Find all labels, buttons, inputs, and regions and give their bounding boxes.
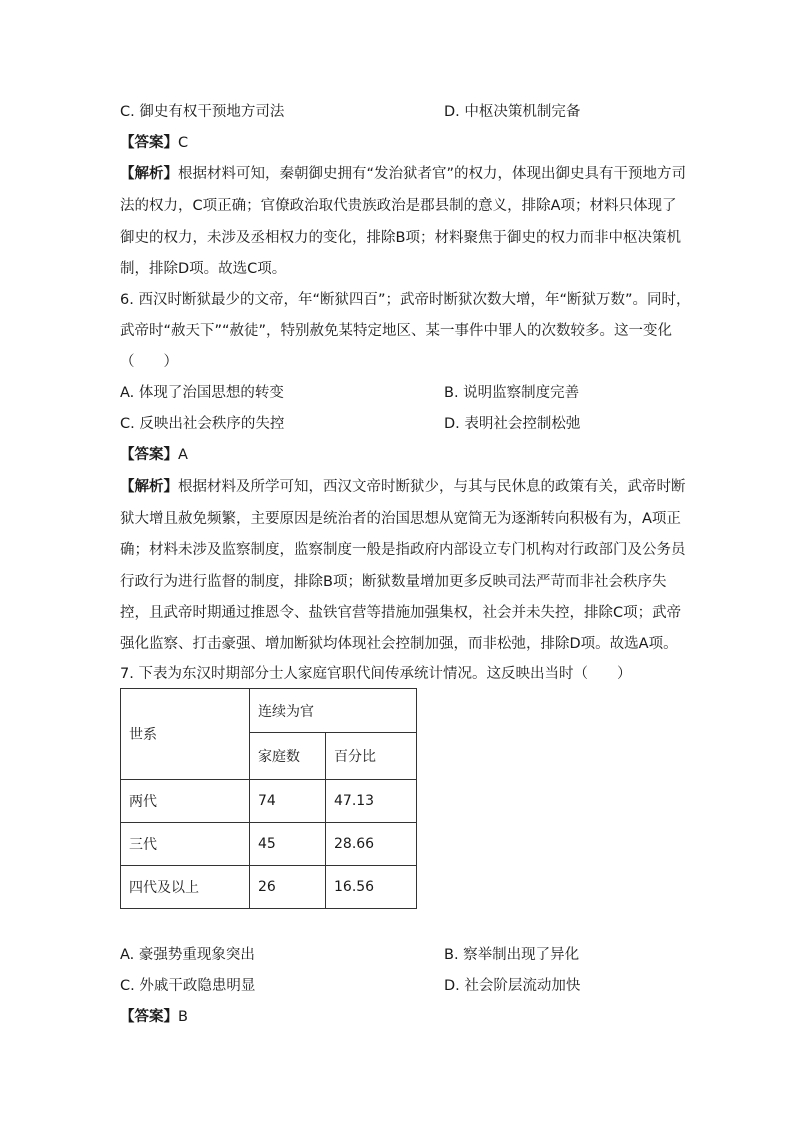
table-row [121, 866, 417, 909]
q6-stem-line: 6. 西汉时断狱最少的文帝，年“断狱四百”；武帝时断狱次数大增，年“断狱万数”。同时， [120, 292, 691, 308]
q5-analysis-line [120, 164, 686, 184]
answer-tag: 【答案】 [120, 135, 178, 151]
q6-stem-line: 武帝时“赦天下”“赦徒”，特别赦免某特定地区、某一事件中罪人的次数较多。这一变化 [120, 323, 673, 339]
q7-stem: 7. 下表为东汉时期部分士人家庭官职代间传承统计情况。这反映出当时（ ） [120, 666, 632, 682]
q6-analysis-line: 行政行为进行监督的制度，排除B项；断狱数量增加更多反映司法严苛而非社会秩序失 [120, 574, 667, 590]
q7-option-a: A. 豪强势重现象突出 [120, 947, 255, 963]
table-row [121, 823, 417, 866]
table-header-group: 连续为官 [250, 689, 417, 733]
q6-analysis-line: 控，且武帝时期通过推恩令、盐铁官营等措施加强集权，社会并未失控，排除C项；武帝 [120, 605, 682, 621]
answer-tag: 【答案】 [120, 1009, 178, 1025]
table-cell-percent: 47.13 [326, 780, 417, 823]
stats-table [120, 688, 417, 909]
q7-option-c: C. 外戚干政隐患明显 [120, 978, 256, 994]
table-cell-count: 26 [250, 866, 326, 909]
table-cell-generation: 四代及以上 [121, 866, 250, 909]
q5-analysis-line: 御史的权力，未涉及丞相权力的变化，排除B项；材料聚焦于御史的权力而非中枢决策机 [120, 230, 681, 246]
q6-analysis-line [120, 477, 686, 497]
q6-option-d: D. 表明社会控制松弛 [444, 416, 581, 432]
q6-analysis-line: 狱大增且赦免频繁，主要原因是统治者的治国思想从宽简无为逐渐转向积极有为，A项正 [120, 511, 681, 527]
table-cell-percent: 28.66 [326, 823, 417, 866]
q5-answer [120, 133, 188, 153]
q6-option-b: B. 说明监察制度完善 [444, 385, 580, 401]
q5-option-c: C. 御史有权干预地方司法 [120, 104, 285, 120]
q6-option-c: C. 反映出社会秩序的失控 [120, 416, 285, 432]
analysis-text: 根据材料可知，秦朝御史拥有“发治狱者官”的权力，体现出御史具有干预地方司 [178, 166, 687, 182]
analysis-tag: 【解析】 [120, 479, 178, 495]
q6-option-a: A. 体现了治国思想的转变 [120, 385, 284, 401]
analysis-tag: 【解析】 [120, 166, 178, 182]
q6-analysis-line: 强化监察、打击豪强、增加断狱均体现社会控制加强，而非松弛，排除D项。故选A项。 [120, 636, 678, 652]
table-header-lineage: 世系 [121, 689, 250, 780]
answer-value: B [178, 1009, 188, 1025]
table-header-count: 家庭数 [250, 733, 326, 780]
q7-option-d: D. 社会阶层流动加快 [444, 978, 581, 994]
table-row [121, 780, 417, 823]
q7-option-b: B. 察举制出现了异化 [444, 947, 580, 963]
q5-analysis-line: 法的权力，C项正确；官僚政治取代贵族政治是郡县制的意义，排除A项；材料只体现了 [120, 198, 677, 214]
q6-answer [120, 445, 188, 465]
table-cell-count: 45 [250, 823, 326, 866]
analysis-text: 根据材料及所学可知，西汉文帝时断狱少，与其与民休息的政策有关，武帝时断 [178, 479, 686, 495]
q5-option-d: D. 中枢决策机制完备 [444, 104, 581, 120]
answer-tag: 【答案】 [120, 447, 178, 463]
answer-value: C [178, 135, 189, 151]
table-cell-percent: 16.56 [326, 866, 417, 909]
q7-answer [120, 1007, 188, 1027]
answer-value: A [178, 447, 188, 463]
table-cell-count: 74 [250, 780, 326, 823]
q5-analysis-line: 制，排除D项。故选C项。 [120, 261, 287, 277]
table-header-percent: 百分比 [326, 733, 417, 780]
q6-analysis-line: 确；材料未涉及监察制度，监察制度一般是指政府内部设立专门机构对行政部门及公务员 [120, 542, 686, 558]
table-cell-generation: 两代 [121, 780, 250, 823]
table-cell-generation: 三代 [121, 823, 250, 866]
q6-stem-line: （ ） [120, 354, 178, 370]
